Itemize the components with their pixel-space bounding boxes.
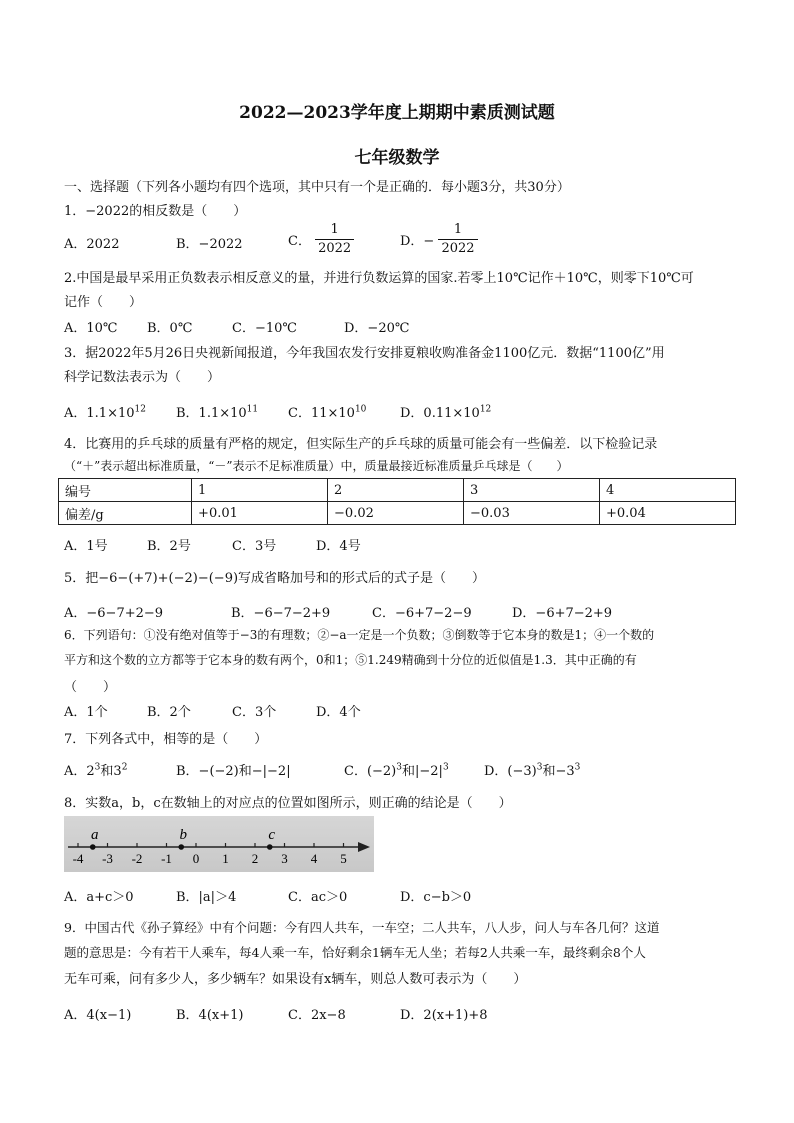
q5-stem: 5．把−6−(+7)+(−2)−(−9)写成省略加号和的形式后的式子是（ ） xyxy=(64,571,486,586)
table-cell: 3 xyxy=(464,479,600,502)
q1-option-d-fraction xyxy=(438,221,477,258)
number-line-tick-label: -3 xyxy=(102,851,113,866)
q3-c-exp: 10 xyxy=(354,404,367,415)
q1-option-a: A．2022 xyxy=(64,237,120,252)
table-cell: 编号 xyxy=(59,479,192,502)
q7-c-exp2: 3 xyxy=(442,762,449,773)
q9-option-b: B．4(x+1) xyxy=(176,1008,244,1023)
number-line-point-a xyxy=(90,844,96,850)
q6-stem-line2: 平方和这个数的立方都等于它本身的数有两个，0和1；⑤1.249精确到十分位的近似值是1.3．其中正确的有 xyxy=(64,653,637,667)
q2-option-d: D．−20℃ xyxy=(344,321,410,336)
q5-option-b: B．−6−7−2+9 xyxy=(231,606,331,621)
q3-option-d xyxy=(400,402,491,421)
q6-stem-line1: 6．下列语句：①没有绝对值等于−3的有理数；②−a一定是一个负数；③倒数等于它本身的数是1；④一个数的 xyxy=(64,628,655,642)
q1-option-d-label: D．− xyxy=(400,234,435,249)
q2-stem-line2: 记作（ ） xyxy=(64,295,143,310)
q3-option-c xyxy=(288,402,366,421)
q3-d-exp: 12 xyxy=(479,404,492,415)
q3-option-b xyxy=(176,402,258,421)
q2-option-c: C．−10℃ xyxy=(232,321,297,336)
q4-option-b: B．2号 xyxy=(147,539,191,554)
q6-option-a: A．1个 xyxy=(64,705,108,720)
q7-d-pre: D．(−3) xyxy=(484,764,537,779)
q9-option-c: C．2x−8 xyxy=(288,1008,346,1023)
table-cell: −0.03 xyxy=(464,502,600,525)
q5-option-c: C．−6+7−2−9 xyxy=(372,606,472,621)
q7-a-mid: 和3 xyxy=(100,764,122,779)
number-line-point-label: b xyxy=(179,827,187,843)
table-cell: 4 xyxy=(600,479,736,502)
table-cell: 偏差/g xyxy=(59,502,192,525)
number-line-tick-label: 0 xyxy=(192,851,200,866)
q1-option-c-label: C． xyxy=(288,234,311,249)
table-row xyxy=(59,479,736,502)
number-line-arrow xyxy=(358,842,370,852)
q7-d-exp1: 3 xyxy=(536,762,543,773)
table-cell: 1 xyxy=(192,479,328,502)
q3-stem-line1: 3．据2022年5月26日央视新闻报道，今年我国农发行安排夏粮收购准备金1100亿元．数据“1100亿”用 xyxy=(64,346,665,361)
q3-a-base: A．1.1×10 xyxy=(64,406,135,421)
section-heading: 一、选择题（下列各小题均有四个选项，其中只有一个是正确的．每小题3分，共30分） xyxy=(64,180,570,195)
table-row xyxy=(59,502,736,525)
table-cell: −0.02 xyxy=(328,502,464,525)
q4-option-d: D．4号 xyxy=(316,539,361,554)
q6-option-b: B．2个 xyxy=(147,705,191,720)
q6-stem-line3: （ ） xyxy=(64,680,117,695)
table-cell: 2 xyxy=(328,479,464,502)
q8-option-a: A．a+c＞0 xyxy=(64,890,134,905)
q2-stem-line1: 2.中国是最早采用正负数表示相反意义的量，并进行负数运算的国家.若零上10℃记作＋10℃，则零下10℃可 xyxy=(64,271,694,286)
exam-title: 2022—2023学年度上期期中素质测试题 xyxy=(239,103,555,123)
q7-option-b: B．−(−2)和−|−2| xyxy=(176,764,291,779)
q7-option-a xyxy=(64,760,127,779)
q7-a-exp2: 2 xyxy=(121,762,128,773)
number-line-svg xyxy=(64,816,374,872)
q4-option-c: C．3号 xyxy=(232,539,277,554)
q2-option-b: B．0℃ xyxy=(147,321,193,336)
q9-stem-line2: 题的意思是：今有若干人乘车，每4人乘一车，恰好剩余1辆车无人坐；若每2人共乘一车，最终剩余8个人 xyxy=(64,945,646,960)
number-line-tick-label: -2 xyxy=(131,851,143,866)
number-line-tick-label: 2 xyxy=(251,851,259,866)
q1-c-numerator: 1 xyxy=(315,221,354,240)
q6-option-d: D．4个 xyxy=(316,705,361,720)
number-line-point-label: c xyxy=(268,827,276,843)
q7-option-c xyxy=(344,760,449,779)
q4-stem-line2: （“＋”表示超出标准质量，“－”表示不足标准质量）中，质量最接近标准质量乒乓球是（ ） xyxy=(64,459,569,473)
q7-option-d xyxy=(484,760,580,779)
q3-option-a xyxy=(64,402,146,421)
q4-stem-line1: 4．比赛用的乒乓球的质量有严格的规定，但实际生产的乒乓球的质量可能会有一些偏差．以下检验记录 xyxy=(64,437,658,452)
q3-d-base: D．0.11×10 xyxy=(400,406,480,421)
deviation-table xyxy=(58,478,736,525)
number-line-point-b xyxy=(178,844,184,850)
number-line-tick-label: 1 xyxy=(222,851,229,866)
q3-b-exp: 11 xyxy=(246,404,259,415)
q3-a-exp: 12 xyxy=(134,404,146,415)
table-cell: +0.01 xyxy=(192,502,328,525)
q4-option-a: A．1号 xyxy=(64,539,108,554)
number-line-point-c xyxy=(267,844,273,850)
q3-b-base: B．1.1×10 xyxy=(176,406,247,421)
exam-subtitle: 七年级数学 xyxy=(354,148,440,168)
q9-stem-line1: 9．中国古代《孙子算经》中有个问题：今有四人共车，一车空；二人共车，八人步，问人与车各几何？这道 xyxy=(64,920,660,935)
q1-option-c xyxy=(288,221,354,258)
number-line-tick-label: -4 xyxy=(72,851,84,866)
number-line-figure xyxy=(64,816,374,872)
q7-d-mid: 和−3 xyxy=(542,764,575,779)
q3-stem-line2: 科学记数法表示为（ ） xyxy=(64,370,221,385)
q8-option-c: C．ac＞0 xyxy=(288,890,348,905)
q5-option-d: D．−6+7−2+9 xyxy=(512,606,613,621)
q7-c-pre: C．(−2) xyxy=(344,764,397,779)
q7-a-pre: A．2 xyxy=(64,764,95,779)
q5-option-a: A．−6−7+2−9 xyxy=(64,606,164,621)
number-line-tick-label: -1 xyxy=(161,851,172,866)
q1-option-b: B．−2022 xyxy=(176,237,243,252)
q1-d-numerator: 1 xyxy=(438,221,477,240)
q9-option-a: A．4(x−1) xyxy=(64,1008,132,1023)
q6-option-c: C．3个 xyxy=(232,705,277,720)
q7-a-exp1: 3 xyxy=(94,762,101,773)
q1-c-denominator: 2022 xyxy=(318,241,352,256)
number-line-tick-label: 4 xyxy=(310,851,318,866)
q1-d-denominator: 2022 xyxy=(441,241,475,256)
q9-stem-line3: 无车可乘，问有多少人，多少辆车？如果设有x辆车，则总人数可表示为（ ） xyxy=(64,972,527,987)
table-cell: +0.04 xyxy=(600,502,736,525)
q1-option-c-fraction xyxy=(315,221,354,258)
q7-c-mid: 和|−2| xyxy=(402,764,443,779)
q3-c-base: C．11×10 xyxy=(288,406,355,421)
q1-option-d xyxy=(400,221,478,258)
q2-option-a: A．10℃ xyxy=(64,321,118,336)
q1-stem: 1．−2022的相反数是（ ） xyxy=(64,204,247,219)
q8-option-d: D．c−b＞0 xyxy=(400,890,472,905)
number-line-tick-label: 5 xyxy=(340,851,347,866)
q8-option-b: B．|a|＞4 xyxy=(176,890,237,905)
q9-option-d: D．2(x+1)+8 xyxy=(400,1008,488,1023)
q8-stem: 8．实数a，b，c在数轴上的对应点的位置如图所示，则正确的结论是（ ） xyxy=(64,796,512,811)
q7-c-exp1: 3 xyxy=(396,762,402,773)
q7-d-exp2: 3 xyxy=(574,762,581,773)
number-line-point-label: a xyxy=(91,827,99,843)
q7-stem: 7．下列各式中，相等的是（ ） xyxy=(64,732,268,747)
number-line-tick-label: 3 xyxy=(281,851,288,866)
